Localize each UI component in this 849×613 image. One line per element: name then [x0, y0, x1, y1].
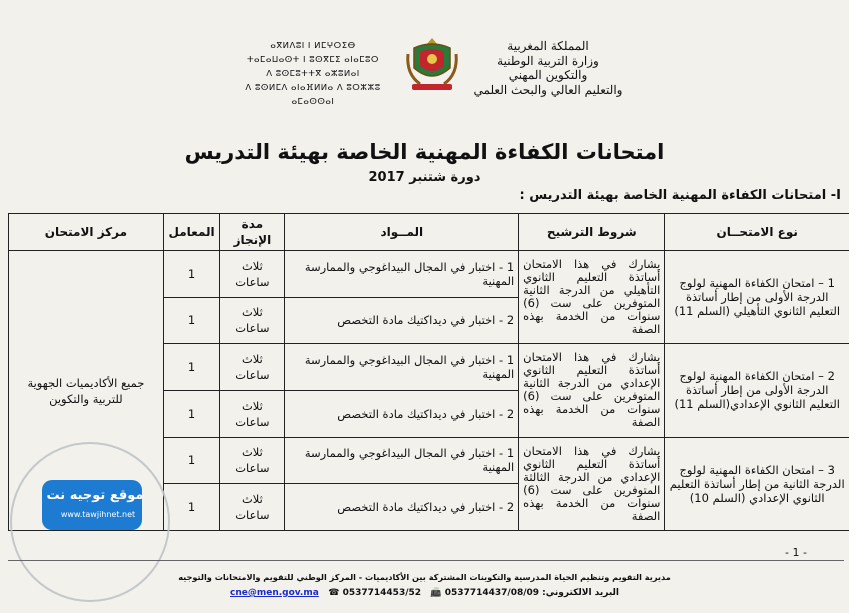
footer-directorate: مديرية التقويم وتنظيم الحياة المدرسية والتكوينات المشتركة بين الأكاديميات - المركز الوطني للتقويم والامتحانات والتوجيه — [178, 572, 671, 582]
footer-divider — [8, 560, 844, 561]
document-title: امتحانات الكفاءة المهنية الخاصة بهيئة التدريس — [184, 140, 665, 164]
exam-conditions-cell: يشارك في هذا الامتحان أساتذة التعليم الثانوي الإعدادي من الدرجة الثالثة المتوفرين على ست (6) سنوات من الخدمة بهذه الصفة — [519, 437, 665, 530]
fax-icon: 📠 — [430, 588, 442, 598]
ministry-line: والتكوين المهني — [508, 68, 588, 82]
ministry-line: المملكة المغربية — [507, 39, 589, 53]
duration-cell: ثلاث ساعات — [220, 437, 285, 484]
ministry-line: والتعليم العالي والبحث العلمي — [473, 82, 623, 97]
duration-cell: ثلاث ساعات — [220, 344, 285, 391]
page-number: - 1 - — [785, 546, 807, 559]
email-link[interactable]: cne@men.gov.ma — [230, 588, 319, 598]
phone-icon: ☎ — [328, 588, 340, 598]
table-header-row — [9, 214, 849, 251]
header-subjects: المــواد — [285, 214, 519, 251]
table-row — [9, 251, 849, 298]
duration-cell: ثلاث ساعات — [220, 251, 285, 298]
phone-number: 0537714453/52 — [342, 588, 422, 598]
ministry-line: ⴷ ⵓⵙⵍⵎⴷ ⴰⵏⴰⴼⵍⵍⴰ ⴷ ⵓⵔⵣⵣⵓ ⴰⵎⴰⵙⵙⴰⵏ — [245, 83, 381, 107]
header-coef: المعامل — [163, 214, 220, 251]
ministry-line: ⴷ ⵓⵙⵎⵓⵜⵜⴳ ⴰⵣⵓⵍⴰⵏ — [266, 69, 360, 79]
fax-number: 0537714437/08/09 — [444, 588, 540, 598]
subject-cell: 2 - اختبار في ديداكتيك مادة التخصص — [285, 390, 519, 437]
session-label: دورة شتنبر 2017 — [368, 170, 481, 185]
header-type: نوع الامتحــان — [665, 214, 849, 251]
royal-emblem-icon — [404, 34, 460, 94]
subject-cell: 2 - اختبار في ديداكتيك مادة التخصص — [285, 484, 519, 531]
subject-cell: 2 - اختبار في ديداكتيك مادة التخصص — [285, 297, 519, 344]
email-label: البريد الالكتروني: — [542, 588, 619, 598]
ministry-line: ⴰⴳⵍⴷⵓⵏ ⵏ ⵍⵎⵖⵔⵉⴱ — [270, 41, 356, 51]
subject-cell: 1 - اختبار في المجال البيداغوجي والممارسة المهنية — [285, 251, 519, 298]
duration-cell: ثلاث ساعات — [220, 484, 285, 531]
exam-type-cell: 3 – امتحان الكفاءة المهنية لولوج الدرجة الثانية من إطار أساتذة التعليم الثانوي الإعدادي (السلم 10) — [665, 437, 849, 530]
subject-cell: 1 - اختبار في المجال البيداغوجي والممارسة المهنية — [285, 344, 519, 391]
footer-contacts — [0, 588, 849, 598]
ministry-line: وزارة التربية الوطنية — [497, 53, 599, 68]
ministry-name-arabic — [473, 39, 623, 97]
exam-conditions-cell: يشارك في هذا الامتحان أساتذة التعليم الثانوي الإعدادي من الدرجة الثانية المتوفرين على ست (6) سنوات من الخدمة بهذه الصفة — [519, 344, 665, 437]
coef-cell: 1 — [163, 437, 220, 484]
section-title: I- امتحانات الكفاءة المهنية الخاصة بهيئة التدريس : — [519, 188, 841, 203]
header-conditions: شروط الترشيح — [519, 214, 665, 251]
ministry-line: ⵜⴰⵎⴰⵡⴰⵙⵜ ⵏ ⵓⵙⴳⵎⵉ ⴰⵏⴰⵎⵓⵔ — [247, 55, 379, 65]
watermark-brand: موقع توجيه نت — [46, 488, 144, 503]
ministry-name-tifinagh — [238, 39, 388, 109]
exam-type-cell: 2 – امتحان الكفاءة المهنية لولوج الدرجة الأولى من إطار أساتذة التعليم الثانوي الإعدادي(السلم 11) — [665, 344, 849, 437]
watermark-url: www.tawjihnet.net — [60, 510, 136, 519]
duration-cell: ثلاث ساعات — [220, 297, 285, 344]
coef-cell: 1 — [163, 344, 220, 391]
coef-cell: 1 — [163, 484, 220, 531]
header-center: مركز الامتحان — [9, 214, 164, 251]
coef-cell: 1 — [163, 297, 220, 344]
duration-cell: ثلاث ساعات — [220, 390, 285, 437]
exam-center-cell: جميع الأكاديميات الجهوية للتربية والتكوين — [9, 251, 164, 531]
exam-conditions-cell: يشارك في هذا الامتحان أساتذة التعليم الثانوي التأهيلي من الدرجة الثانية المتوفرين على ست (6) سنوات من الخدمة بهذه الصفة — [519, 251, 665, 344]
subject-cell: 1 - اختبار في المجال البيداغوجي والممارسة المهنية — [285, 437, 519, 484]
header-duration: مدة الإنجاز — [220, 214, 285, 251]
coef-cell: 1 — [163, 390, 220, 437]
coef-cell: 1 — [163, 251, 220, 298]
exam-type-cell: 1 – امتحان الكفاءة المهنية لولوج الدرجة الأولى من إطار أساتذة التعليم الثانوي التأهيلي (السلم 11) — [665, 251, 849, 344]
